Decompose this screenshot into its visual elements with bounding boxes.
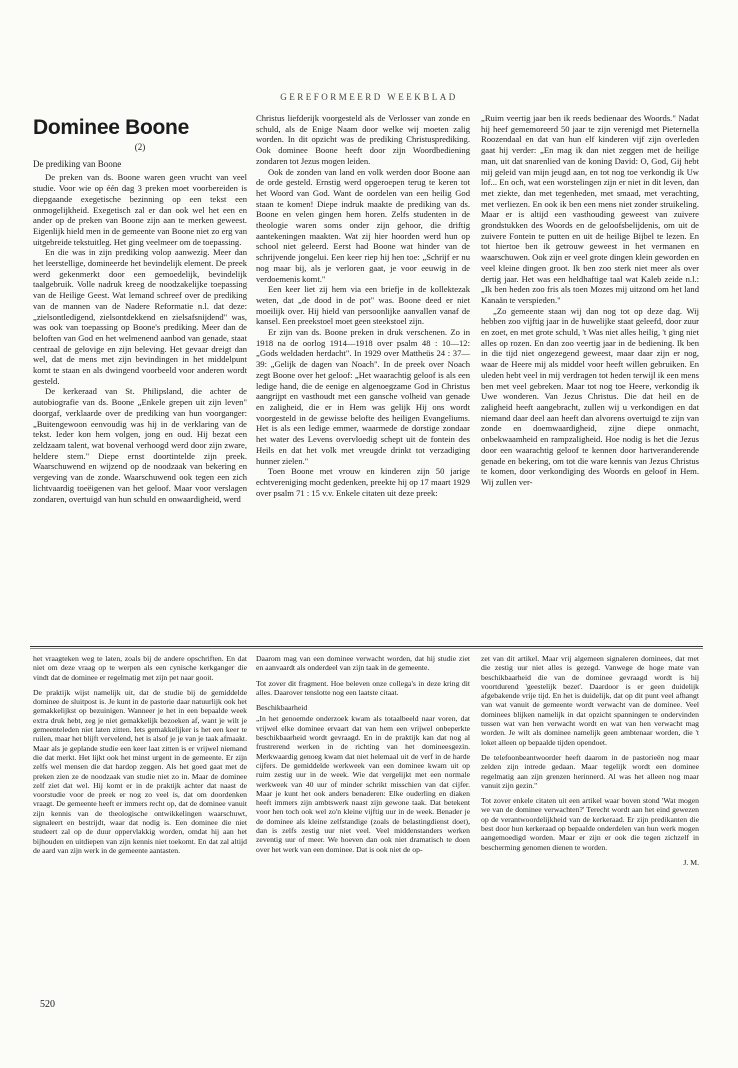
author-initials: J. M. xyxy=(683,857,699,867)
article-part-number: (2) xyxy=(134,142,146,152)
paragraph: Christus liefderijk voorgesteld als de Verlosser van zonde en schuld, als de Enige Naam door welke wij moeten zalig worden. In dit opzicht was de prediking Christusprediking. Ook dominee Boone heeft door zijn Woordbediening zondaren tot Jezus mogen leiden. xyxy=(256,113,470,166)
separator-rule xyxy=(30,648,703,649)
paragraph: Ook de zonden van land en volk werden door Boone aan de orde gesteld. Ernstig werd opgeroepen terug te keren tot het Woord van God. Want de oordelen van een heilig God staan te komen! Diepe indruk maakte de prediking van ds. Boone en velen gingen hem horen. Zelfs studenten in de theologie waren soms onder zijn gehoor, die driftig aantekeningen maakten. Wat zij hier hoorden werd hun op school niet geleerd. Eerst had Boone wat hinder van de schrijvende jongelui. Een keer riep hij hen toe: „Schrijf er nu nog maar bij, als je verloren gaat, je voor eeuwig in de verdoemenis komt." xyxy=(256,166,470,284)
paragraph: Tot zover enkele citaten uit een artikel waar boven stond 'Wat mogen we van de dominee verwachten?' Terecht wordt aan het eind gewezen op de verantwoordelijkheid van de kerkeraad. Er zijn predikanten die best door hun kerkeraad op bepaalde onderdelen van hun werk mogen aangemoedigd worden. Maar er zijn er ook die tegen zichzelf in bescherming genomen dienen te worden. xyxy=(481,796,699,852)
paragraph: De preken van ds. Boone waren geen vrucht van veel studie. Voor wie op één dag 3 preken moet voorbereiden is diepgaande exegetische bezinning op een tekst een onmogelijkheid. Exegetisch zal er dan ook wel het een en ander op de preken van Boone zijn aan te merken geweest. Eigenlijk hield men in de gemeente van Boone niet zo erg van uitgebreide tekstuitleg. Het ging veelmeer om de toepassing. xyxy=(33,172,247,247)
article-column-1 xyxy=(33,116,247,504)
article-column-2 xyxy=(256,113,470,498)
paragraph: De kerkeraad van St. Philipsland, die achter de autobiografie van ds. Boone „Enkele grepen uit zijn leven" doorgaf, verklaarde over de prediking van hun voorganger: „Buitengewoon eenvoudig was hij in de verklaring van de tekst. Ieder kon hem volgen, jong en oud. Hij bezat een zeldzaam talent, wat bovenal verhoogd werd door zijn zware, heldere stem." Diepe ernst doortintelde zijn preek. Waarschuwend en wijzend op de noodzaak van bekering en vergeving van de zonde. Waarschuwend ook tegen een zich lichtvaardig toeëigenen van het geloof. Maar voor verslagen zondaren, overtuigd van hun schuld en onwaardigheid, werd xyxy=(33,386,247,504)
paragraph: Er zijn van ds. Boone preken in druk verschenen. Zo in 1918 na de oorlog 1914—1918 over psalm 48 : 10—12: „Gods weldaden herdacht". In 1929 over Mattheüs 24 : 37—39: „Gelijk de dagen van Noach". In de preek over Noach zegt Boone over het geloof: „Het waarachtig geloof is als een ledige hand, die de eenige en algenoegzame God in Christus aangrijpt en vasthoudt met een gansche volheid van genade en zaligheid, die er in Hem was gelijk Hij ons wordt voorgesteld in de gewisse belofte des heiligen Evangeliums. Het is als een ledige emmer, waarmede de dorstige zondaar het water des Levens overvloedig schept uit de fontein des Heils en dat het volk met vreugde drinkt tot verzadiging hunner zielen." xyxy=(256,327,470,466)
paragraph: De telefoonbeantwoorder heeft daarom in de pastorieën nog maar zelden zijn intrede gedaan. Maar tegelijk wordt een dominee regelmatig aan zijn grenzen herinnerd. Al was het alleen nog maar vanuit zijn gezin." xyxy=(481,752,699,790)
paragraph: Een keer liet zij hem via een briefje in de kollektezak weten, dat „de dood in de pot" was. Boone deed er niet moeilijk over. Hij hield van persoonlijke aanvallen vanaf de kansel. Een preekstoel moet geen steekstoel zijn. xyxy=(256,284,470,327)
separator-rule xyxy=(30,646,703,647)
paragraph: zet van dit artikel. Maar vrij algemeen signaleren dominees, dat met die zestig uur niet alles is gezegd. Vanwege de hoge mate van beschikbaarheid die van de dominee gevraagd wordt is hij voortdurend 'geestelijk bezet'. Daardoor is er geen duidelijk afgebakende vrije tijd. En het is duidelijk, dat op dit punt veel afhangt van wat vanuit de gemeente wordt verwacht van de dominee. Veel dominees blijken namelijk in dat opzicht spanningen te ondervinden tussen wat van hen verwacht wordt en wat van hen verwacht mag worden. Je wilt als dominee namelijk geen ambtenaar worden, die 't loket alleen op bepaalde tijden opendoet. xyxy=(481,654,699,747)
article-subheading: De prediking van Boone xyxy=(33,158,122,169)
lower-column-2 xyxy=(256,654,470,860)
paragraph: Daarom mag van een dominee verwacht worden, dat hij studie ziet en aanvaardt als onderdeel van zijn taak in de gemeente. xyxy=(256,654,470,673)
lower-column-1 xyxy=(33,654,247,861)
paragraph: De praktijk wijst namelijk uit, dat de studie bij de gemiddelde dominee de sluitpost is. Je kunt in de pastorie daar natuurlijk ook het gemakkelijkst op bezuinigen. Wanneer je het in een bepaalde week extra druk hebt, zeg je niet gemakkelijk bezoeken af, want je wilt je gemeenteleden niet laten zitten. Iets gemakkelijker is het een keer te ruilen, maar het blijft vervelend, het is alsof je je van je taak afmaakt. Maar als je geplande studie een keer laat zitten is er vrijwel niemand die dat merkt. Het lijkt ook het minst urgent in de gemeente. Er zijn zelfs wel mensen die dat hardop zeggen. Als het goed gaat met de preken zien ze de noodzaak van studie niet zo in. Maar de dominee zelf ziet dat wel. Hij komt er in de praktijk achter dat naast de voorstudie voor de preek er nog zo veel is, dat om doordenken vraagt. De gemeente heeft er immers recht op, dat de dominee vanuit zijn kennis van de theologische ontwikkelingen waarschuwt, signaleert en bestrijdt, waar dat nodig is. Een dominee die niet studeert zal op de duur oppervlakkig worden, omdat hij aan het bijhouden en uitdiepen van zijn kennis niet toekomt. En dat zal altijd de aard van zijn werk in de gemeente aantasten. xyxy=(33,687,247,855)
section-heading: Beschikbaarheid xyxy=(256,703,308,713)
article-column-3 xyxy=(481,113,699,488)
article-title: Dominee Boone xyxy=(33,116,189,139)
paragraph: Tot zover dit fragment. Hoe beleven onze collega's in deze kring dit alles. Daarover tenslotte nog een laatste citaat. xyxy=(256,678,470,697)
paragraph: het vraagteken weg te laten, zoals bij de andere opschriften. En dat niet om deze vraag op te werpen als een cynische kerkganger die vindt dat de dominee er regelmatig met zijn pet naar gooit. xyxy=(33,654,247,682)
paragraph: En die was in zijn prediking volop aanwezig. Meer dan het leerstellige, domineerde het bevindelijk element. De preek werd gekenmerkt door een gemoedelijk, bevindelijk taalgebruik. Volle nadruk kreeg de noodzakelijke toepassing van de Heilige Geest. Wat lemand schreef over de prediking van de mannen van de Nadere Reformatie n.l. dat deze: „zielsontledigend, zielsontdekkend en zielsafsnijdend" was, was ook van toepassing op Boone's prediking. Meer dan de beloften van God en het welmenend aanbod van genade, staat centraal de gelovige en zijn beleving. Het gevaar dreigt dan wel, dat de mens met zijn bevindingen in het middelpunt komt te staan en als dwingend voorbeeld voor anderen wordt gesteld. xyxy=(33,247,247,386)
paragraph: „Ruim veertig jaar ben ik reeds bedienaar des Woords." Nadat hij heef gememoreerd 50 jaar te zijn verenigd met Pieternella Roozendaal en dat van hun elf kinderen vijf zijn overleden gaat hij verder: „En mag ik dan niet zeggen met de heilige man, uit dat snarenlied van de koning David: O, God, Gij hebt mij geleid van mijn jeugd aan, en tot nog toe verkondig ik Uw lof... En och, wat een worstelingen zijn er niet in dit leven, dan met ziekte, dan met tegenheden, met smaad, met verachting, met verliezen. En ook ik ben een mens niet zonder struikeling. Maar er is altijd een vasthouding geweest van zuivere grondstukken des Woords en de geloofsbelijdenis, om uit de zuivere Fontein te putten en uit de heilige Bijbel te lezen. En tot hiertoe ben ik getrouw geweest in het vermanen en waarschuwen. Ook zijn er veel grote dingen klein geworden en veel kleine dingen groot. Ik ben zoo sterk niet meer als over dertig jaar. Het was een heldhaftige taal wat Kaleb zeide n.l.: „Ik ben heden zoo fris als toen Mozes mij uitzond om het land Kanaän te verspieden." xyxy=(481,113,699,305)
running-head: GEREFORMEERD WEEKBLAD xyxy=(280,92,458,102)
paragraph: „In het genoemde onderzoek kwam als totaalbeeld naar voren, dat vrijwel elke dominee ervaart dat van hem een vrijwel onbeperkte beschikbaarheid wordt gevraagd. En in de praktijk kan dat nog al frustrerend werken in de richting van het domineesgezin. Merkwaardig genoeg kwam dat niet helemaal uit de verf in de harde cijfers. De gemiddelde werkweek van een dominee kwam uit op ruim zestig uur in de week. Wie dat vergelijkt met een normale werkweek van 40 uur of minder schrikt misschien van dat cijfer. Maar je kunt het ook anders benaderen: Elke ouderling en diaken heeft immers zijn ambtswerk naast zijn gewone taak. Dat betekent voor hen toch ook wel zo'n kleine vijftig uur in de week. Benader je de dominee als kleine zelfstandige (zoals de belastingdienst doet), dan is zelfs zestig uur niet veel. Veel middenstanders werken zeventig uur of meer. We hoeven dan ook niet dramatisch te doen over het werk van een dominee. Dat is ook niet de op- xyxy=(256,714,470,854)
page-number: 520 xyxy=(40,999,55,1010)
lower-column-3 xyxy=(481,654,699,873)
paragraph: „Zo gemeente staan wij dan nog tot op deze dag. Wij hebben zoo vijftig jaar in de huwelijke staat geleefd, door zuur en zoet, en met grote schuld, 't Was niet alles heilig, 't ging niet alles op rozen. En dan zoo veertig jaar in de bediening. Ik ben in die tijd niet ongezegend geweest, maar daar zijn er nog, waar de Heere mij als middel voor heeft willen gebruiken. En uleden hebt veel in mij verdragen tot heden terwijl ik een mens ben met veel gebreken. Maar tot nog toe Heere, verkondig ik Uwe wonderen. Van Jezus Christus. Die dat heil en de zaligheid heeft aangebracht, zullen wij u verkondigen en dat niemand daar deel aan heeft dan alvorens overtuigd te zijn van zonde en doemwaardigheid, zijne diepe onmacht, onbekwaamheid en rampzaligheid. Hoe nodig is het die Jezus door een waarachtig geloof te kennen door hartveranderende genade en bekering, om tot die ware kennis van Jezus Christus te komen, door verkondiging des Woords en geloof in Hem. Wij zullen ver- xyxy=(481,305,699,487)
paragraph: Toen Boone met vrouw en kinderen zijn 50 jarige echtvereniging mocht gedenken, preekte hij op 17 maart 1929 over psalm 71 : 15 v.v. Enkele citaten uit deze preek: xyxy=(256,466,470,498)
